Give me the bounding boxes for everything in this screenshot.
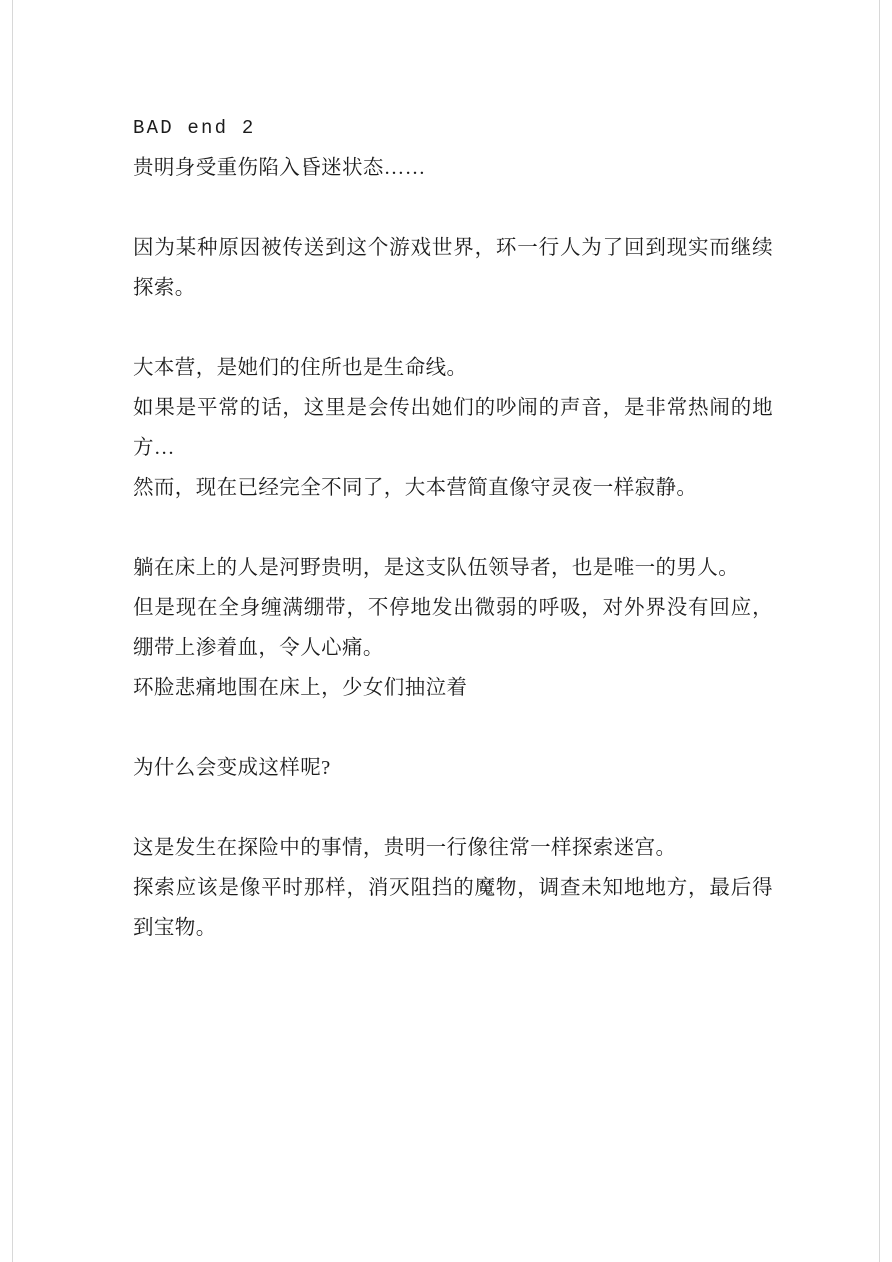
paragraph-5 bbox=[133, 828, 773, 948]
document-body bbox=[133, 108, 773, 948]
paragraph-2 bbox=[133, 348, 773, 508]
subheading-block bbox=[133, 148, 773, 188]
paragraph-spacer bbox=[133, 308, 773, 348]
paragraph-spacer bbox=[133, 508, 773, 548]
paragraph-4 bbox=[133, 748, 773, 788]
paragraph-2-line-2: 如果是平常的话，这里是会传出她们的吵闹的声音，是非常热闹的地方… bbox=[133, 397, 773, 459]
paragraph-spacer bbox=[133, 708, 773, 748]
paragraph-1 bbox=[133, 228, 773, 308]
paragraph-spacer bbox=[133, 188, 773, 228]
paragraph-2-line-1: 大本营，是她们的住所也是生命线。 bbox=[133, 357, 468, 379]
paragraph-2-line-3: 然而，现在已经完全不同了，大本营简直像守灵夜一样寂静。 bbox=[133, 477, 698, 499]
page-border-left bbox=[12, 0, 13, 1262]
document-heading: BAD end 2 bbox=[133, 117, 256, 139]
paragraph-3 bbox=[133, 548, 773, 708]
paragraph-3-line-2: 但是现在全身缠满绷带，不停地发出微弱的呼吸，对外界没有回应，绷带上渗着血，令人心痛。 bbox=[133, 597, 773, 659]
paragraph-5-line-1: 这是发生在探险中的事情，贵明一行像往常一样探索迷宫。 bbox=[133, 837, 677, 859]
paragraph-5-line-2: 探索应该是像平时那样，消灭阻挡的魔物，调查未知地地方，最后得到宝物。 bbox=[133, 877, 773, 939]
paragraph-3-line-3: 环脸悲痛地围在床上，少女们抽泣着 bbox=[133, 677, 468, 699]
paragraph-1-line-1: 因为某种原因被传送到这个游戏世界，环一行人为了回到现实而继续探索。 bbox=[133, 237, 773, 299]
paragraph-3-line-1: 躺在床上的人是河野贵明，是这支队伍领导者，也是唯一的男人。 bbox=[133, 557, 740, 579]
document-subheading: 贵明身受重伤陷入昏迷状态…… bbox=[133, 157, 426, 179]
paragraph-spacer bbox=[133, 788, 773, 828]
page-border-right bbox=[879, 0, 880, 1262]
heading-block bbox=[133, 108, 773, 148]
paragraph-4-line-1: 为什么会变成这样呢? bbox=[133, 757, 331, 779]
